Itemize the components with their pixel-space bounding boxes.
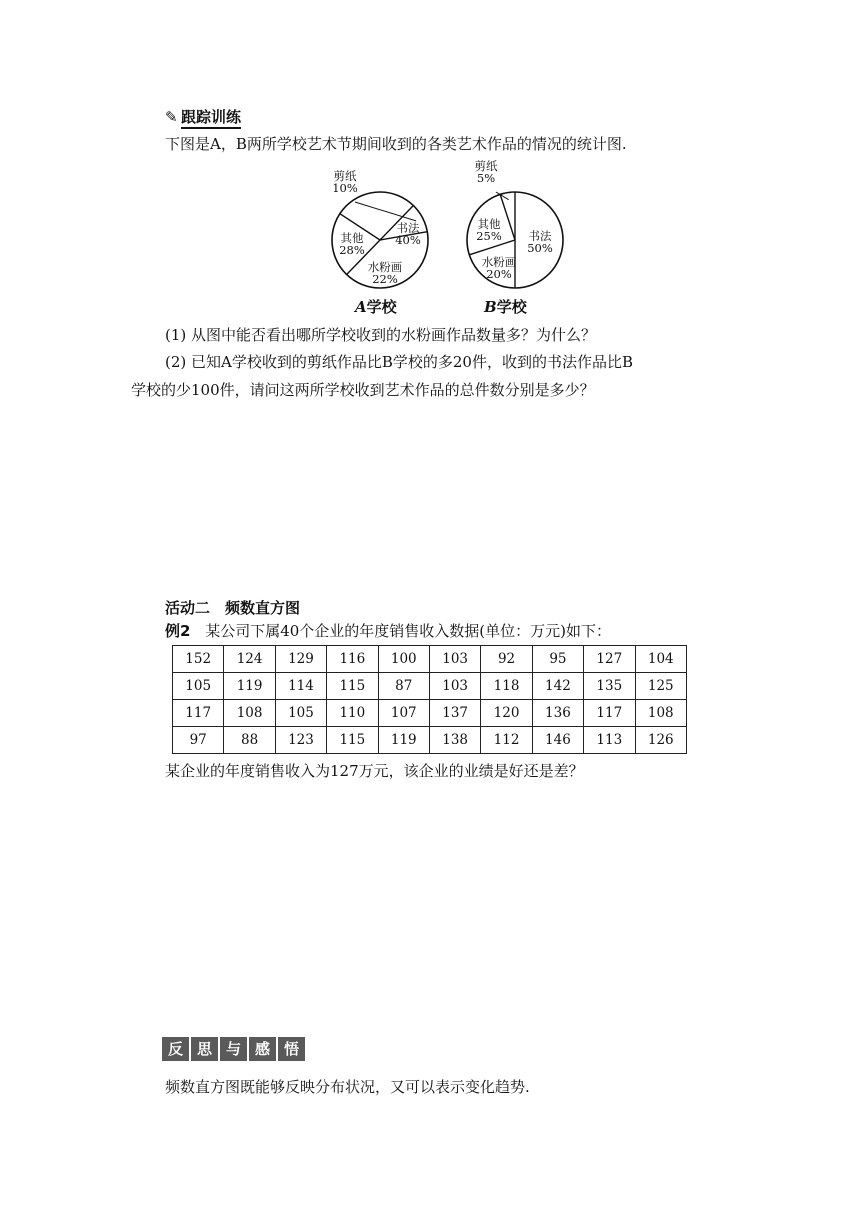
table-cell: 104 bbox=[635, 646, 686, 673]
example-2 bbox=[165, 620, 611, 642]
reflection-badge-char: 反 bbox=[162, 1037, 189, 1061]
reflection-badge bbox=[162, 1037, 305, 1061]
pie-slice-value: 25% bbox=[476, 229, 502, 243]
pie-slice-label: 其他 bbox=[340, 231, 364, 245]
table-cell: 113 bbox=[584, 727, 635, 754]
pie-slice-value: 5% bbox=[476, 171, 496, 185]
table-cell: 115 bbox=[327, 727, 378, 754]
school-a-label bbox=[355, 296, 397, 317]
school-a-text: 学校 bbox=[366, 298, 397, 316]
table-cell: 110 bbox=[327, 700, 378, 727]
question-1: (1) 从图中能否看出哪所学校收到的水粉画作品数量多？为什么？ bbox=[165, 326, 597, 344]
table-cell: 112 bbox=[481, 727, 532, 754]
table-cell: 125 bbox=[635, 673, 686, 700]
school-b-label bbox=[484, 296, 527, 317]
table-cell: 92 bbox=[481, 646, 532, 673]
table-cell: 108 bbox=[635, 700, 686, 727]
table-cell: 108 bbox=[224, 700, 275, 727]
table-cell: 146 bbox=[532, 727, 583, 754]
activity-2-title: 活动二 频数直方图 bbox=[165, 599, 301, 617]
table-cell: 105 bbox=[275, 700, 326, 727]
table-cell: 123 bbox=[275, 727, 326, 754]
table-cell: 88 bbox=[224, 727, 275, 754]
pencil-icon: ✎ bbox=[165, 108, 178, 126]
table-cell: 152 bbox=[173, 646, 224, 673]
example-2-label: 例2 bbox=[165, 622, 191, 640]
table-cell: 115 bbox=[327, 673, 378, 700]
table-cell: 118 bbox=[481, 673, 532, 700]
table-cell: 97 bbox=[173, 727, 224, 754]
question-2-line1: (2) 已知A学校收到的剪纸作品比B学校的多20件，收到的书法作品比B bbox=[165, 353, 633, 371]
table-cell: 114 bbox=[275, 673, 326, 700]
pie-slice-value: 10% bbox=[332, 181, 358, 195]
table-cell: 117 bbox=[584, 700, 635, 727]
table-cell: 127 bbox=[584, 646, 635, 673]
reflection-text: 频数直方图既能够反映分布状况，又可以表示变化趋势. bbox=[165, 1078, 530, 1096]
table-cell: 136 bbox=[532, 700, 583, 727]
table-cell: 105 bbox=[173, 673, 224, 700]
table-cell: 107 bbox=[378, 700, 429, 727]
table-cell: 87 bbox=[378, 673, 429, 700]
reflection-badge-char: 悟 bbox=[278, 1037, 305, 1061]
pie-slice-label: 其他 bbox=[477, 217, 501, 231]
table-cell: 129 bbox=[275, 646, 326, 673]
question-2-line2: 学校的少100件，请问这两所学校收到艺术作品的总件数分别是多少？ bbox=[131, 381, 595, 399]
track-training-title: 跟踪训练 bbox=[181, 108, 241, 129]
example-2-text: 某公司下属40个企业的年度销售收入数据(单位：万元)如下： bbox=[205, 622, 612, 640]
pie-a bbox=[332, 169, 428, 288]
reflection-badge-char: 感 bbox=[249, 1037, 276, 1061]
table-row bbox=[173, 727, 687, 754]
table-cell: 135 bbox=[584, 673, 635, 700]
track-training-heading bbox=[165, 106, 241, 127]
table-cell: 124 bbox=[224, 646, 275, 673]
pie-slice-label: 水粉画 bbox=[367, 260, 403, 274]
table-cell: 126 bbox=[635, 727, 686, 754]
school-a-letter: A bbox=[355, 298, 367, 316]
pie-slice-label: 剪纸 bbox=[474, 159, 498, 173]
question-after-table: 某企业的年度销售收入为127万元，该企业的业绩是好还是差？ bbox=[165, 762, 584, 780]
pie-slice-value: 22% bbox=[372, 272, 398, 286]
table-row bbox=[173, 646, 687, 673]
intro-text: 下图是A，B两所学校艺术节期间收到的各类艺术作品的情况的统计图. bbox=[165, 135, 627, 153]
pie-slice-value: 20% bbox=[486, 267, 512, 281]
pie-slice-value: 40% bbox=[395, 233, 421, 247]
table-row bbox=[173, 700, 687, 727]
reflection-badge-char: 与 bbox=[220, 1037, 247, 1061]
pie-b bbox=[467, 159, 563, 288]
pie-slice-value: 28% bbox=[339, 243, 365, 257]
pie-slice-value: 50% bbox=[527, 241, 553, 255]
table-cell: 120 bbox=[481, 700, 532, 727]
table-cell: 117 bbox=[173, 700, 224, 727]
table-cell: 119 bbox=[224, 673, 275, 700]
pie-slice-label: 书法 bbox=[528, 229, 552, 243]
table-cell: 138 bbox=[429, 727, 480, 754]
school-b-letter: B bbox=[484, 298, 497, 316]
table-cell: 119 bbox=[378, 727, 429, 754]
table-cell: 137 bbox=[429, 700, 480, 727]
table-cell: 100 bbox=[378, 646, 429, 673]
sales-table bbox=[172, 645, 687, 754]
pie-charts bbox=[300, 158, 600, 324]
school-b-text: 学校 bbox=[496, 298, 527, 316]
reflection-badge-char: 思 bbox=[191, 1037, 218, 1061]
table-cell: 142 bbox=[532, 673, 583, 700]
table-row bbox=[173, 673, 687, 700]
table-cell: 116 bbox=[327, 646, 378, 673]
pie-slice-label: 水粉画 bbox=[481, 255, 517, 269]
pie-slice-label: 书法 bbox=[396, 221, 420, 235]
table-cell: 103 bbox=[429, 646, 480, 673]
pie-slice-label: 剪纸 bbox=[333, 169, 357, 183]
table-cell: 95 bbox=[532, 646, 583, 673]
table-cell: 103 bbox=[429, 673, 480, 700]
